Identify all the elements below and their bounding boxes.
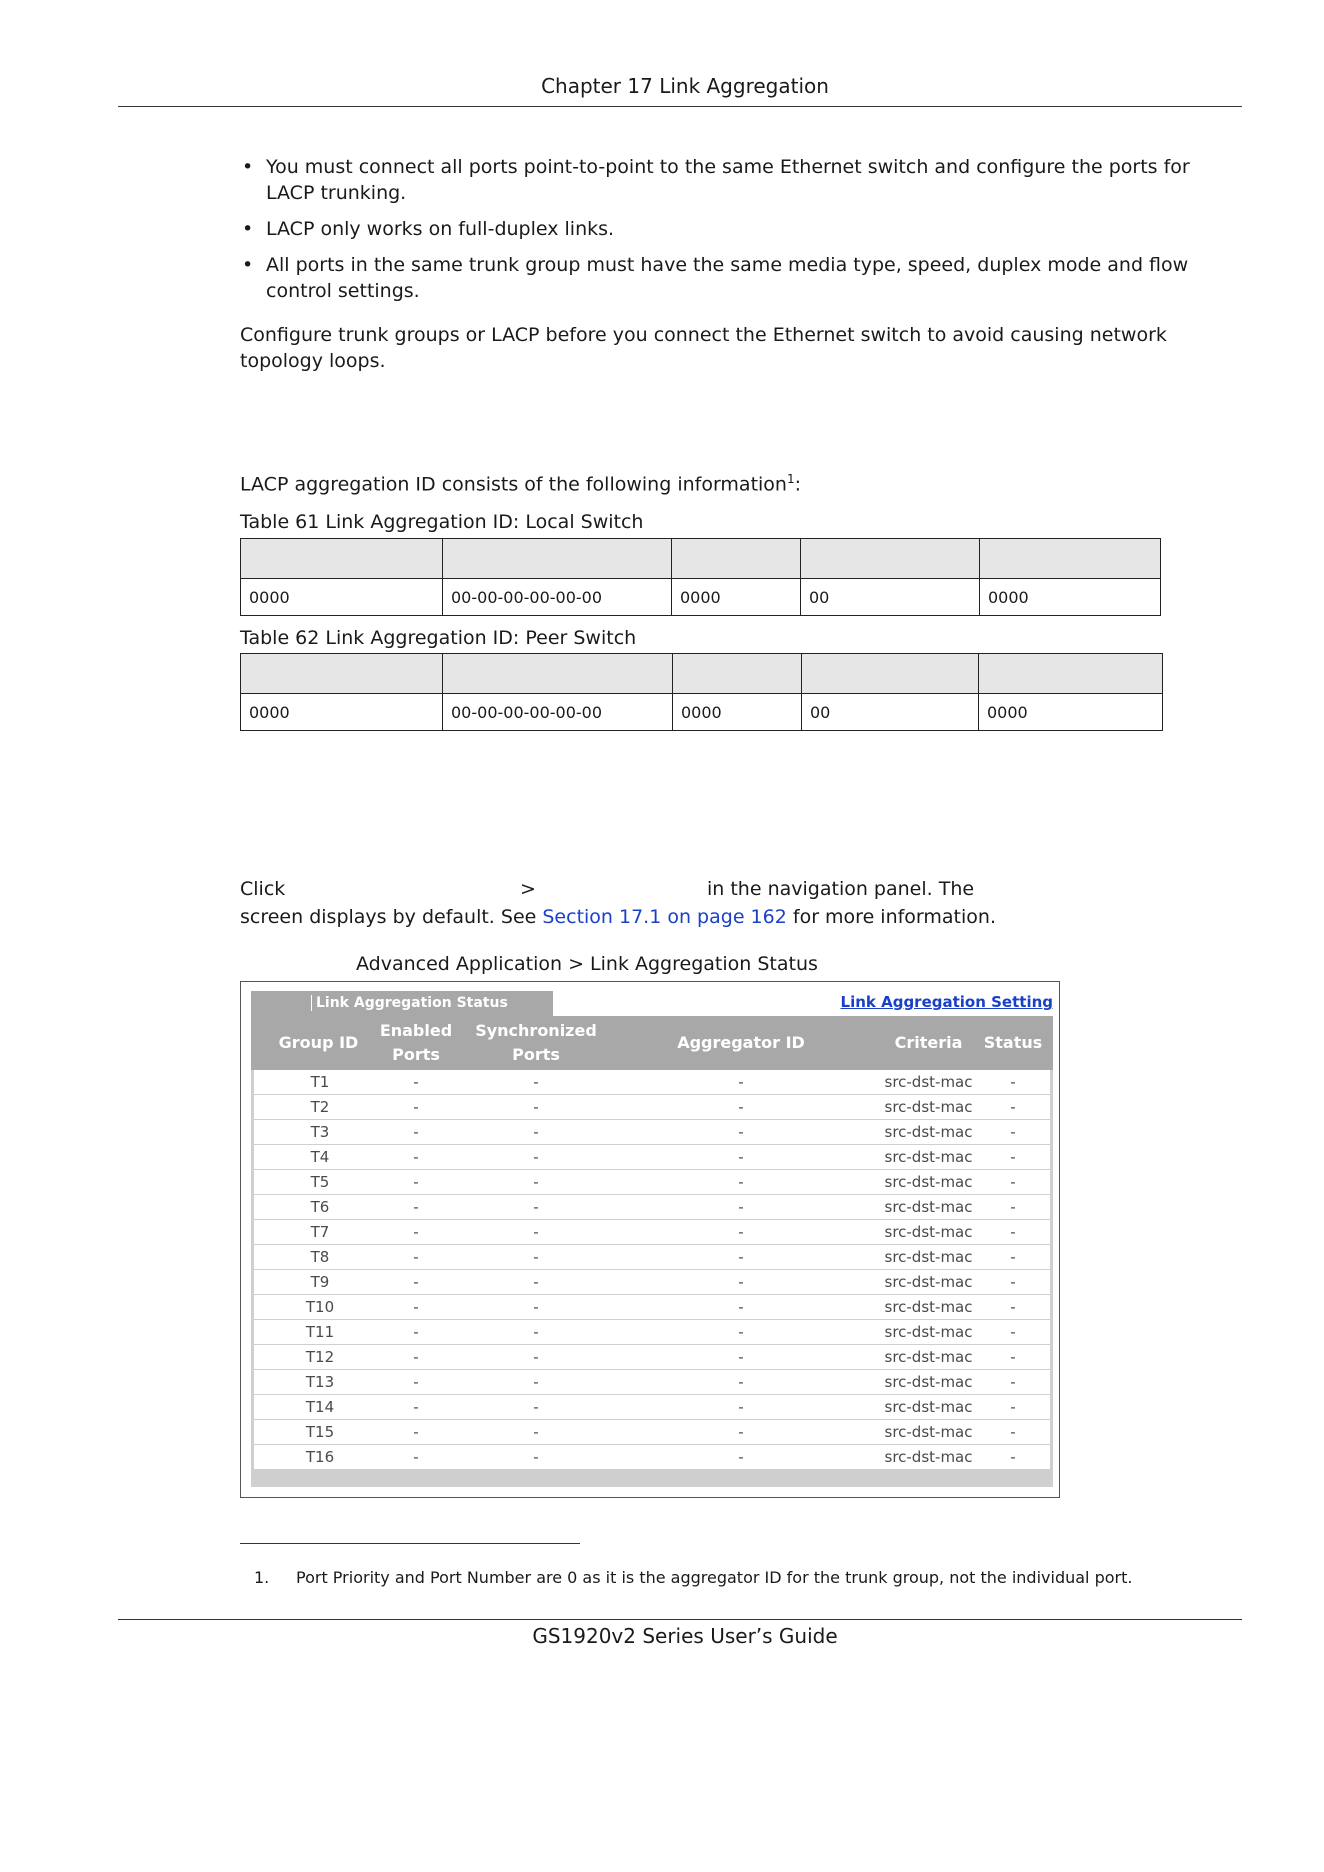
cell-status: - (1010, 1248, 1016, 1266)
lacp-intro-text: LACP aggregation ID consists of the following information (240, 473, 787, 496)
cell-synchronized-ports: - (533, 1123, 539, 1141)
cell-criteria: src-dst-mac (884, 1298, 973, 1316)
table-header-row (241, 654, 1163, 694)
table-header-cell (979, 654, 1163, 694)
cell-aggregator-id: - (738, 1148, 744, 1166)
cell-enabled-ports: - (413, 1373, 419, 1391)
table-cell: 0000 (241, 579, 443, 616)
cell-criteria: src-dst-mac (884, 1098, 973, 1116)
cell-synchronized-ports: - (533, 1423, 539, 1441)
section-link[interactable]: Section 17.1 on page 162 (542, 906, 787, 928)
cell-synchronized-ports: - (533, 1173, 539, 1191)
lacp-intro (240, 466, 801, 497)
status-table-header (251, 1016, 1053, 1070)
cell-group-id: T7 (310, 1223, 330, 1241)
cell-synchronized-ports: - (533, 1198, 539, 1216)
col-group-id: Group ID (278, 1033, 359, 1052)
table-row (254, 1095, 1050, 1120)
table-header-cell (980, 539, 1161, 579)
table-header-cell (801, 539, 980, 579)
cell-aggregator-id: - (738, 1373, 744, 1391)
table-header-cell (443, 539, 672, 579)
cell-aggregator-id: - (738, 1248, 744, 1266)
table-row (254, 1295, 1050, 1320)
cell-aggregator-id: - (738, 1448, 744, 1466)
cell-criteria: src-dst-mac (884, 1248, 973, 1266)
cell-criteria: src-dst-mac (884, 1223, 973, 1241)
cell-criteria: src-dst-mac (884, 1323, 973, 1341)
cell-criteria: src-dst-mac (884, 1123, 973, 1141)
cell-enabled-ports: - (413, 1123, 419, 1141)
click-line-2 (240, 904, 996, 930)
cell-synchronized-ports: - (533, 1098, 539, 1116)
footnote-text: Port Priority and Port Number are 0 as it is the aggregator ID for the trunk group, not the individual port. (296, 1568, 1133, 1587)
cell-status: - (1010, 1148, 1016, 1166)
cell-criteria: src-dst-mac (884, 1348, 973, 1366)
cell-aggregator-id: - (738, 1398, 744, 1416)
cell-status: - (1010, 1423, 1016, 1441)
footnote-rule (240, 1543, 580, 1544)
lacp-intro-colon: : (794, 473, 802, 496)
table-row (254, 1120, 1050, 1145)
guide-title: GS1920v2 Series User’s Guide (532, 1624, 838, 1648)
cell-enabled-ports: - (413, 1348, 419, 1366)
cell-status: - (1010, 1348, 1016, 1366)
cell-synchronized-ports: - (533, 1273, 539, 1291)
cell-criteria: src-dst-mac (884, 1373, 973, 1391)
cell-enabled-ports: - (413, 1298, 419, 1316)
col-aggregator-id: Aggregator ID (677, 1033, 805, 1052)
table-row (254, 1320, 1050, 1345)
cell-status: - (1010, 1198, 1016, 1216)
cell-criteria: src-dst-mac (884, 1448, 973, 1466)
figure-caption: Advanced Application > Link Aggregation Status (356, 953, 818, 975)
col-synchronized-ports (461, 1019, 611, 1067)
cell-status: - (1010, 1073, 1016, 1091)
table-header-cell (241, 654, 443, 694)
click-line-2-end: for more information. (792, 906, 996, 928)
table-cell: 00 (802, 694, 979, 731)
cell-status: - (1010, 1373, 1016, 1391)
cell-enabled-ports: - (413, 1173, 419, 1191)
table-header-row (241, 539, 1161, 579)
cell-group-id: T15 (305, 1423, 335, 1441)
cell-criteria: src-dst-mac (884, 1173, 973, 1191)
cell-criteria: src-dst-mac (884, 1423, 973, 1441)
chapter-title: Chapter 17 Link Aggregation (541, 74, 829, 98)
table-cell: 0000 (672, 579, 801, 616)
table-row (254, 1445, 1050, 1470)
cell-enabled-ports: - (413, 1448, 419, 1466)
cell-synchronized-ports: - (533, 1398, 539, 1416)
cell-enabled-ports: - (413, 1198, 419, 1216)
click-word: Click (240, 878, 286, 900)
cell-group-id: T6 (310, 1198, 330, 1216)
cell-aggregator-id: - (738, 1073, 744, 1091)
status-table (251, 1016, 1053, 1487)
cell-aggregator-id: - (738, 1348, 744, 1366)
cell-status: - (1010, 1123, 1016, 1141)
cell-synchronized-ports: - (533, 1323, 539, 1341)
table-row (254, 1370, 1050, 1395)
bullet-item: • All ports in the same trunk group must have the same media type, speed, duplex mode and flow control settings. (240, 252, 1215, 304)
cell-aggregator-id: - (738, 1273, 744, 1291)
tab-bar (251, 991, 1053, 1016)
table-cell: 00-00-00-00-00-00 (443, 579, 672, 616)
table-header-cell (672, 539, 801, 579)
cell-criteria: src-dst-mac (884, 1198, 973, 1216)
cell-status: - (1010, 1298, 1016, 1316)
cell-enabled-ports: - (413, 1273, 419, 1291)
cell-group-id: T1 (310, 1073, 330, 1091)
cell-group-id: T9 (310, 1273, 330, 1291)
table-62-caption: Table 62 Link Aggregation ID: Peer Switch (240, 627, 637, 649)
bullet-item: • You must connect all ports point-to-point to the same Ethernet switch and configure the ports for LACP trunking. (240, 154, 1215, 206)
requirements-list (240, 154, 1215, 314)
table-row (254, 1195, 1050, 1220)
cell-synchronized-ports: - (533, 1348, 539, 1366)
table-row (254, 1270, 1050, 1295)
cell-synchronized-ports: - (533, 1248, 539, 1266)
cell-group-id: T4 (310, 1148, 330, 1166)
bullet-item: • LACP only works on full-duplex links. (240, 216, 1215, 242)
status-table-footer (251, 1470, 1053, 1487)
table-header-cell (673, 654, 802, 694)
cell-status: - (1010, 1323, 1016, 1341)
table-row (254, 1145, 1050, 1170)
cell-group-id: T8 (310, 1248, 330, 1266)
table-62 (240, 653, 1163, 731)
status-table-body (251, 1070, 1053, 1470)
header-rule (118, 106, 1242, 107)
table-row (254, 1395, 1050, 1420)
cell-enabled-ports: - (413, 1323, 419, 1341)
link-aggregation-setting-link[interactable]: Link Aggregation Setting (840, 993, 1053, 1011)
table-row (254, 1245, 1050, 1270)
topology-paragraph: Configure trunk groups or LACP before you connect the Ethernet switch to avoid causing network topology loops. (240, 324, 1167, 372)
table-cell: 0000 (241, 694, 443, 731)
table-header-cell (443, 654, 673, 694)
table-row (241, 694, 1163, 731)
cell-enabled-ports: - (413, 1398, 419, 1416)
cell-group-id: T10 (305, 1298, 335, 1316)
cell-enabled-ports: - (413, 1248, 419, 1266)
cell-criteria: src-dst-mac (884, 1273, 973, 1291)
footnote-number: 1. (254, 1568, 270, 1587)
cell-enabled-ports: - (413, 1223, 419, 1241)
cell-group-id: T14 (305, 1398, 335, 1416)
cell-criteria: src-dst-mac (884, 1148, 973, 1166)
click-line-2-start: screen displays by default. See (240, 906, 537, 928)
table-61 (240, 538, 1161, 616)
table-cell: 00 (801, 579, 980, 616)
cell-group-id: T16 (305, 1448, 335, 1466)
footnote (254, 1568, 1132, 1587)
table-row (254, 1345, 1050, 1370)
cell-synchronized-ports: - (533, 1298, 539, 1316)
cell-aggregator-id: - (738, 1223, 744, 1241)
col-sync-line2: Ports (512, 1045, 560, 1064)
table-cell: 0000 (673, 694, 802, 731)
cell-criteria: src-dst-mac (884, 1073, 973, 1091)
col-enabled-line1: Enabled (379, 1021, 453, 1040)
cell-criteria: src-dst-mac (884, 1398, 973, 1416)
table-cell: 00-00-00-00-00-00 (443, 694, 673, 731)
footer-rule (118, 1619, 1242, 1620)
cell-enabled-ports: - (413, 1098, 419, 1116)
cell-group-id: T12 (305, 1348, 335, 1366)
cell-aggregator-id: - (738, 1423, 744, 1441)
table-row (254, 1220, 1050, 1245)
cell-group-id: T3 (310, 1123, 330, 1141)
nav-panel-text: in the navigation panel. The (707, 878, 975, 900)
tab-label: Link Aggregation Status (311, 995, 508, 1011)
cell-status: - (1010, 1223, 1016, 1241)
cell-aggregator-id: - (738, 1098, 744, 1116)
cell-synchronized-ports: - (533, 1073, 539, 1091)
cell-aggregator-id: - (738, 1298, 744, 1316)
tab-link-aggregation-status[interactable] (251, 991, 553, 1016)
cell-status: - (1010, 1398, 1016, 1416)
col-criteria: Criteria (894, 1033, 963, 1052)
cell-status: - (1010, 1273, 1016, 1291)
table-row (254, 1170, 1050, 1195)
cell-synchronized-ports: - (533, 1448, 539, 1466)
cell-group-id: T11 (305, 1323, 335, 1341)
table-61-caption: Table 61 Link Aggregation ID: Local Switch (240, 511, 644, 533)
col-sync-line1: Synchronized (475, 1021, 597, 1040)
cell-group-id: T2 (310, 1098, 330, 1116)
col-enabled-line2: Ports (392, 1045, 440, 1064)
cell-status: - (1010, 1448, 1016, 1466)
table-cell: 0000 (979, 694, 1163, 731)
footnote-ref[interactable]: 1 (786, 472, 795, 486)
table-cell: 0000 (980, 579, 1161, 616)
table-row (254, 1420, 1050, 1445)
cell-synchronized-ports: - (533, 1373, 539, 1391)
cell-enabled-ports: - (413, 1148, 419, 1166)
cell-group-id: T5 (310, 1173, 330, 1191)
table-row (241, 579, 1161, 616)
cell-synchronized-ports: - (533, 1223, 539, 1241)
cell-status: - (1010, 1173, 1016, 1191)
table-row (254, 1070, 1050, 1095)
cell-status: - (1010, 1098, 1016, 1116)
cell-enabled-ports: - (413, 1423, 419, 1441)
table-header-cell (241, 539, 443, 579)
cell-aggregator-id: - (738, 1123, 744, 1141)
table-header-cell (802, 654, 979, 694)
cell-aggregator-id: - (738, 1173, 744, 1191)
nav-separator: > (520, 878, 536, 900)
cell-enabled-ports: - (413, 1073, 419, 1091)
cell-aggregator-id: - (738, 1323, 744, 1341)
cell-group-id: T13 (305, 1373, 335, 1391)
cell-aggregator-id: - (738, 1198, 744, 1216)
cell-synchronized-ports: - (533, 1148, 539, 1166)
col-status: Status (983, 1033, 1043, 1052)
